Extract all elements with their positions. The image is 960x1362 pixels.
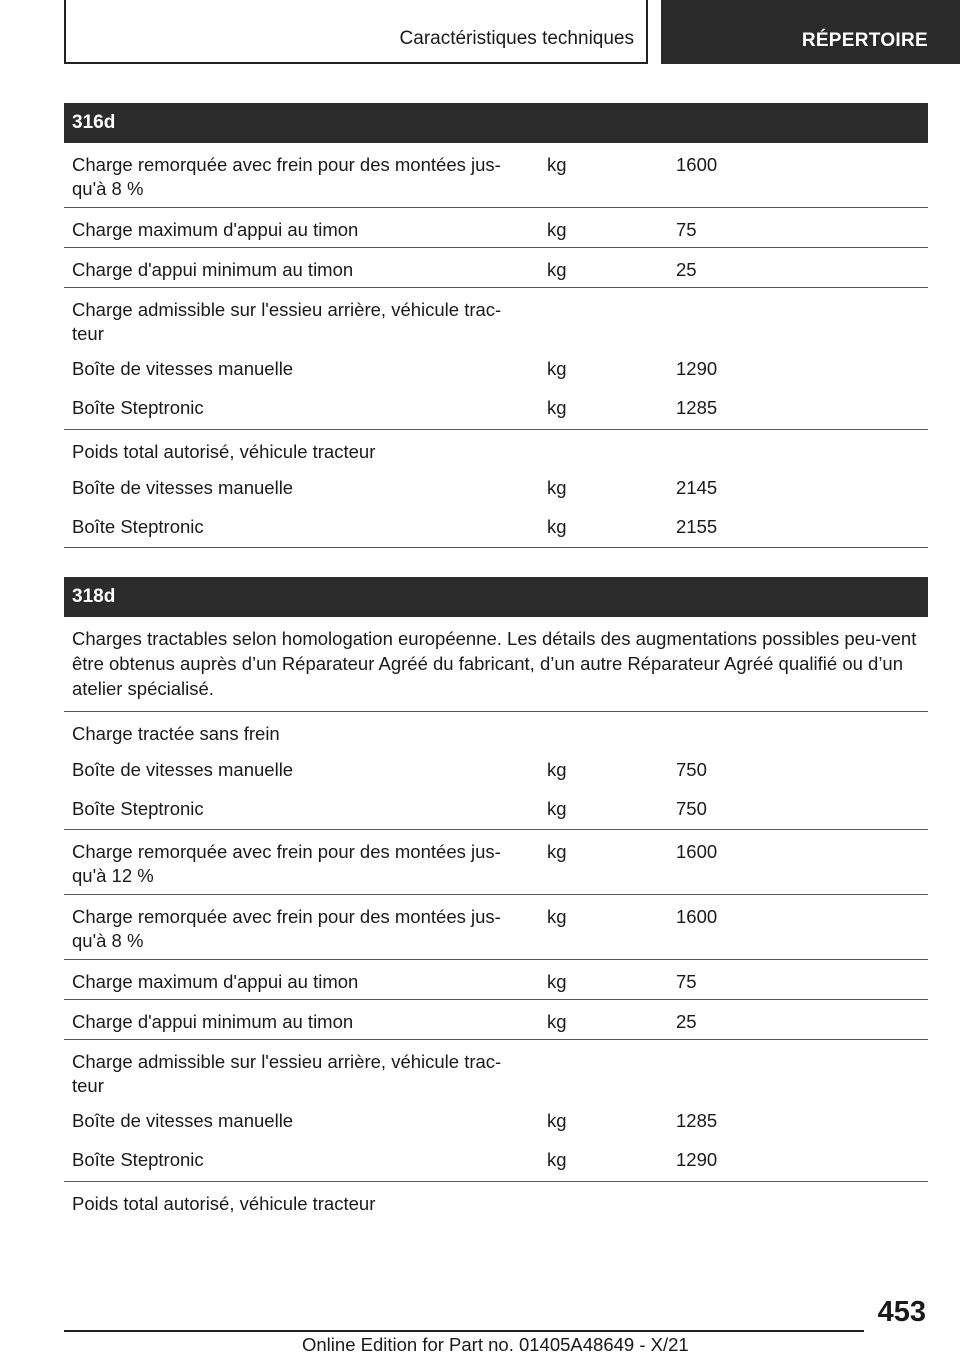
row-label: Charge d'appui minimum au timon xyxy=(72,259,354,280)
row-value: 1600 xyxy=(676,154,718,175)
row-value: 1285 xyxy=(676,1110,718,1131)
table-row xyxy=(64,790,928,829)
row-label: Charge admissible sur l'essieu arrière, véhicule trac-teur xyxy=(72,1051,502,1096)
row-value: 1290 xyxy=(676,358,718,379)
row-value: 25 xyxy=(676,1011,697,1032)
table-row xyxy=(64,469,928,508)
row-unit: kg xyxy=(547,358,567,379)
row-value: 25 xyxy=(676,259,697,280)
row-label: Charge maximum d'appui au timon xyxy=(72,971,359,992)
row-label: Charge remorquée avec frein pour des montées jus-qu'à 12 % xyxy=(72,841,501,886)
row-label: Boîte de vitesses manuelle xyxy=(72,477,294,498)
row-label: Charge admissible sur l'essieu arrière, véhicule trac-teur xyxy=(72,299,502,344)
section-title: 316d xyxy=(64,103,928,143)
row-unit: kg xyxy=(547,154,567,175)
row-unit: kg xyxy=(547,397,567,418)
row-unit: kg xyxy=(547,477,567,498)
section-title: 318d xyxy=(64,577,928,617)
table-row xyxy=(64,959,928,999)
page-number: 453 xyxy=(877,1296,926,1328)
row-value: 75 xyxy=(676,219,697,240)
row-label: Charge maximum d'appui au timon xyxy=(72,219,359,240)
row-label: Boîte de vitesses manuelle xyxy=(72,358,294,379)
table-row xyxy=(64,1102,928,1141)
row-value: 750 xyxy=(676,798,707,819)
row-unit: kg xyxy=(547,1011,567,1032)
table-row xyxy=(64,999,928,1039)
section-bottom-rule xyxy=(64,547,928,548)
row-label: Poids total autorisé, véhicule tracteur xyxy=(72,441,376,462)
row-label: Boîte Steptronic xyxy=(72,798,204,819)
row-value: 750 xyxy=(676,759,707,780)
table-row-group-header xyxy=(64,711,928,751)
row-unit: kg xyxy=(547,759,567,780)
section-318d xyxy=(64,577,928,1221)
row-value: 1290 xyxy=(676,1149,718,1170)
table-row xyxy=(64,247,928,287)
row-label: Charge remorquée avec frein pour des montées jus-qu'à 8 % xyxy=(72,906,501,951)
row-value: 2145 xyxy=(676,477,718,498)
row-label: Boîte Steptronic xyxy=(72,1149,204,1170)
table-row-group-header xyxy=(64,287,928,350)
table-row xyxy=(64,1141,928,1181)
row-label: Charge remorquée avec frein pour des montées jus-qu'à 8 % xyxy=(72,154,501,199)
row-unit: kg xyxy=(547,971,567,992)
header-tab-label: RÉPERTOIRE xyxy=(801,30,928,51)
row-value: 75 xyxy=(676,971,697,992)
row-unit: kg xyxy=(547,259,567,280)
row-label: Boîte de vitesses manuelle xyxy=(72,1110,294,1131)
table-row xyxy=(64,389,928,429)
row-label: Charge tractée sans frein xyxy=(72,723,280,744)
row-unit: kg xyxy=(547,219,567,240)
table-row xyxy=(64,350,928,389)
table-row xyxy=(64,751,928,790)
section-note: Charges tractables selon homologation européenne. Les détails des augmentations possibles peu-vent être obtenus auprès d’un Réparateur Agréé du fabricant, d’un autre Réparateur Agréé qualifié ou d’un atelier spécialisé. xyxy=(72,628,917,699)
table-row xyxy=(64,508,928,547)
table-row xyxy=(64,207,928,247)
footer-rule xyxy=(64,1330,864,1332)
header-section-title: Caractéristiques techniques xyxy=(399,28,634,49)
table-row xyxy=(64,143,928,207)
header-tab-repertoire[interactable] xyxy=(661,0,960,64)
table-row-group-header xyxy=(64,1039,928,1102)
table-row-group-header xyxy=(64,429,928,469)
row-value: 1600 xyxy=(676,906,718,927)
table-row xyxy=(64,894,928,959)
row-label: Boîte de vitesses manuelle xyxy=(72,759,294,780)
header-section-title-box xyxy=(64,0,648,64)
row-unit: kg xyxy=(547,1110,567,1131)
row-unit: kg xyxy=(547,798,567,819)
row-label: Poids total autorisé, véhicule tracteur xyxy=(72,1193,376,1214)
row-value: 2155 xyxy=(676,516,718,537)
table-row-group-header xyxy=(64,1181,928,1221)
row-unit: kg xyxy=(547,1149,567,1170)
row-unit: kg xyxy=(547,906,567,927)
footer-edition-text: Online Edition for Part no. 01405A48649 - X/21 xyxy=(302,1334,689,1355)
row-label: Boîte Steptronic xyxy=(72,397,204,418)
row-unit: kg xyxy=(547,516,567,537)
table-row xyxy=(64,829,928,894)
row-label: Boîte Steptronic xyxy=(72,516,204,537)
row-value: 1285 xyxy=(676,397,718,418)
section-316d xyxy=(64,103,928,548)
row-unit: kg xyxy=(547,841,567,862)
row-label: Charge d'appui minimum au timon xyxy=(72,1011,354,1032)
row-value: 1600 xyxy=(676,841,718,862)
